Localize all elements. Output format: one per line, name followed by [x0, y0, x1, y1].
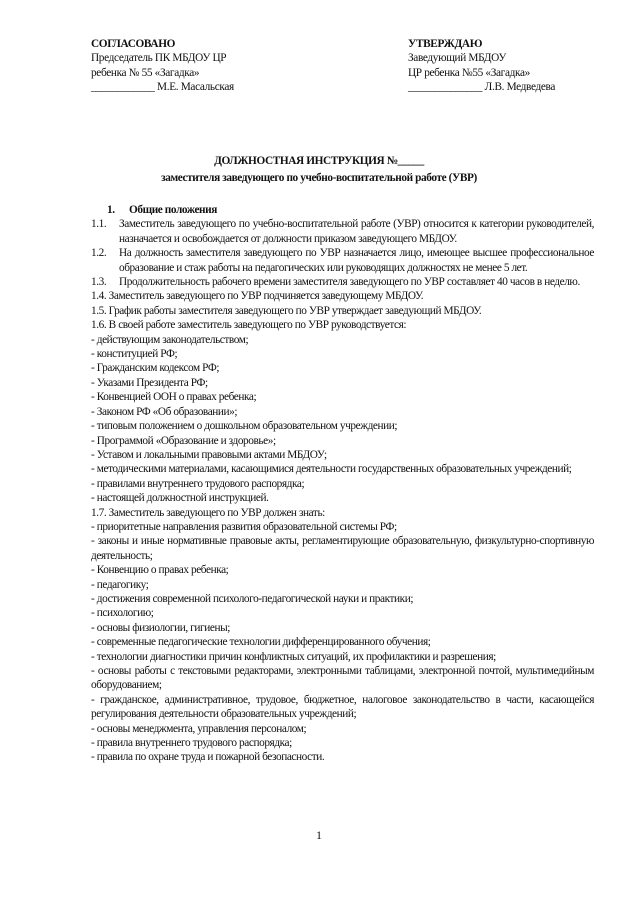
- item-text: Продолжительность рабочего времени заместителя заведующего по УВР составляет 40 часов в неделю.: [119, 276, 580, 289]
- agreed-organization: ребенка № 55 «Загадка»: [91, 66, 200, 79]
- list-item: - основы менеджмента, управления персоналом;: [91, 722, 307, 735]
- list-item: - действующим законодательством;: [91, 333, 249, 346]
- list-item: - основы физиологии, гигиены;: [91, 621, 230, 634]
- item-1-4: 1.4. Заместитель заведующего по УВР подчиняется заведующему МБДОУ.: [91, 290, 424, 303]
- item-text: На должность заместителя заведующего по УВР назначается лицо, имеющее высшее профессиональное образование и стаж работы на педагогических или руководящих должностях не менее 5 лет.: [119, 247, 594, 274]
- section-heading: [107, 203, 594, 217]
- approved-position: Заведующий МБДОУ: [408, 52, 506, 65]
- agreed-heading: СОГЛАСОВАНО: [91, 38, 176, 50]
- list-item: - Программой «Образование и здоровье»;: [91, 434, 276, 447]
- list-item: - Указами Президента РФ;: [91, 376, 208, 389]
- section-title: Общие положения: [129, 204, 217, 216]
- item-1-7-intro: 1.7. Заместитель заведующего по УВР должен знать:: [91, 506, 325, 519]
- document-title: ДОЛЖНОСТНАЯ ИНСТРУКЦИЯ №_____: [214, 155, 424, 167]
- item-number: 1.1.: [91, 218, 107, 231]
- list-item: - достижения современной психолого-педагогической науки и практики;: [91, 592, 414, 605]
- list-item: - законы и иные нормативные правовые акты, регламентирующие образовательную, физкультурно-спортивную деятельность;: [91, 535, 594, 562]
- list-item: - психологию;: [91, 607, 154, 620]
- agreed-position: Председатель ПК МБДОУ ЦР: [91, 52, 227, 65]
- list-item: - настоящей должностной инструкцией.: [91, 492, 269, 505]
- item-text: Заместитель заведующего по учебно-воспитательной работе (УВР) относится к категории руководителей, назначается и освобождается от должности приказом заведующего МБДОУ.: [119, 218, 594, 245]
- list-item: - Уставом и локальными правовыми актами МБДОУ;: [91, 448, 327, 461]
- numbered-item: [91, 246, 594, 275]
- list-item: - Законом РФ «Об образовании»;: [91, 405, 238, 418]
- numbered-item: [91, 217, 594, 246]
- approved-signature: ______________ Л.В. Медведева: [408, 81, 556, 94]
- numbered-item: [91, 275, 594, 289]
- document-subtitle: заместителя заведующего по учебно-воспитательной работе (УВР): [161, 172, 477, 184]
- numbered-items: [91, 217, 594, 289]
- list-item: - современные педагогические технологии дифференцированного обучения;: [91, 636, 431, 649]
- list-item: - основы работы с текстовыми редакторами, электронными таблицами, электронной почтой, мультимедийным оборудованием;: [91, 665, 594, 692]
- list-item: - типовым положением о дошкольном образовательном учреждении;: [91, 420, 398, 433]
- list-required-knowledge: [91, 520, 594, 765]
- item-1-5: 1.5. График работы заместителя заведующего по УВР утверждает заведующий МБДОУ.: [91, 304, 482, 317]
- list-item: - методическими материалами, касающимися деятельности государственных образовательных учреждений;: [91, 463, 572, 476]
- list-item: - правила внутреннего трудового распорядка;: [91, 737, 292, 750]
- list-item: - педагогику;: [91, 578, 149, 591]
- list-item: - конституцией РФ;: [91, 348, 178, 361]
- list-item: - правила по охране труда и пожарной безопасности.: [91, 751, 325, 764]
- list-item: - гражданское, административное, трудовое, бюджетное, налоговое законодательство в части, касающейся регулирования деятельности образовательных учреждений;: [91, 693, 594, 721]
- document-body: [91, 203, 594, 765]
- item-1-6-intro: 1.6. В своей работе заместитель заведующего по УВР руководствуется:: [91, 319, 407, 332]
- item-number: 1.3.: [91, 276, 107, 289]
- list-item: - технологии диагностики причин конфликтных ситуаций, их профилактики и разрешения;: [91, 650, 496, 663]
- approval-block-agreed: [91, 37, 234, 95]
- page-number: 1: [316, 828, 322, 842]
- list-item: - Конвенцию о правах ребенка;: [91, 564, 229, 577]
- item-number: 1.2.: [91, 247, 107, 260]
- approval-block-approved: [408, 37, 555, 95]
- list-item: - приоритетные направления развития образовательной системы РФ;: [91, 520, 397, 533]
- list-item: - правилами внутреннего трудового распорядка;: [91, 477, 305, 490]
- approved-heading: УТВЕРЖДАЮ: [408, 38, 483, 50]
- section-number: 1.: [107, 204, 115, 216]
- list-item: - Конвенцией ООН о правах ребенка;: [91, 391, 257, 404]
- agreed-signature: ____________ М.Е. Масальская: [91, 81, 234, 94]
- approved-organization: ЦР ребенка №55 «Загадка»: [408, 66, 530, 79]
- list-guidelines: [91, 333, 594, 506]
- list-item: - Гражданским кодексом РФ;: [91, 362, 220, 375]
